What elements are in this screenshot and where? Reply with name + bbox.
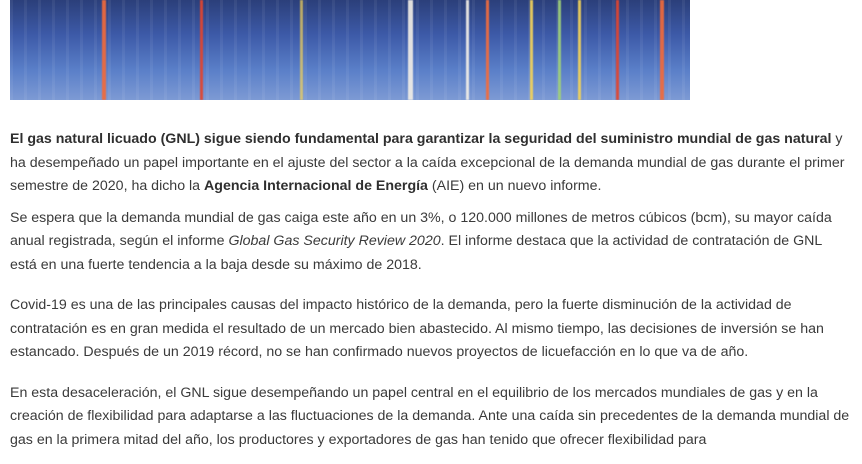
light-reflection — [300, 0, 303, 100]
paragraph-text: . El informe destaca que la actividad de contratación de GNL está en una fuerte tendencia a la baja desde su máximo de 2018. — [10, 233, 822, 273]
report-title: Global Gas Security Review 2020 — [228, 233, 441, 249]
light-reflection — [102, 0, 106, 100]
lead-bold-text: El gas natural licuado (GNL) sigue siendo fundamental para garantizar la seguridad del suministro mundial de gas natural — [10, 131, 832, 147]
light-reflection — [200, 0, 203, 100]
lng-terminal-night-reflection-image — [10, 0, 690, 100]
paragraph-covid: Covid-19 es una de las principales causas del impacto histórico de la demanda, pero la fuerte disminución de la actividad de contratación es en gran medida el resultado de un mercado bien abastecido. Al mismo tiempo, las decisiones de inversión se han estancado. Después de un 2019 récord, no se han confirmado nuevos proyectos de licuefacción en lo que va de año. — [10, 297, 824, 360]
light-reflection — [530, 0, 533, 100]
paragraph-text: y ha desempeñado un papel importante en el ajuste del sector a la caída excepcional de la demanda mundial de gas durante el primer semestre de 2020, ha dicho la — [10, 131, 845, 194]
light-reflection — [486, 0, 489, 100]
light-reflection — [578, 0, 581, 100]
light-reflection — [466, 0, 469, 100]
paragraph-demand — [10, 207, 850, 278]
light-reflection — [408, 0, 413, 100]
paragraph-intro — [10, 128, 850, 199]
article-body — [10, 128, 850, 464]
paragraph-text: Se espera que la demanda mundial de gas caiga este año en un 3%, o 120.000 millones de metros cúbicos (bcm), su mayor caída anual registrada, según el informe — [10, 209, 832, 249]
agency-bold-text: Agencia Internacional de Energía — [204, 178, 428, 194]
water-texture — [10, 0, 690, 100]
light-reflection — [558, 0, 561, 100]
paragraph-text: (AIE) en un nuevo informe. — [427, 178, 602, 194]
paragraph-slowdown: En esta desaceleración, el GNL sigue desempeñando un papel central en el equilibrio de los mercados mundiales de gas y en la creación de flexibilidad para adaptarse a las fluctuaciones de la demanda. Ante una caída sin precedentes de la demanda mundial de gas en la primera mitad del año, los productores y exportadores de gas han tenido que ofrecer flexibilidad para — [10, 384, 850, 448]
light-reflection — [660, 0, 664, 100]
light-reflection — [616, 0, 619, 100]
